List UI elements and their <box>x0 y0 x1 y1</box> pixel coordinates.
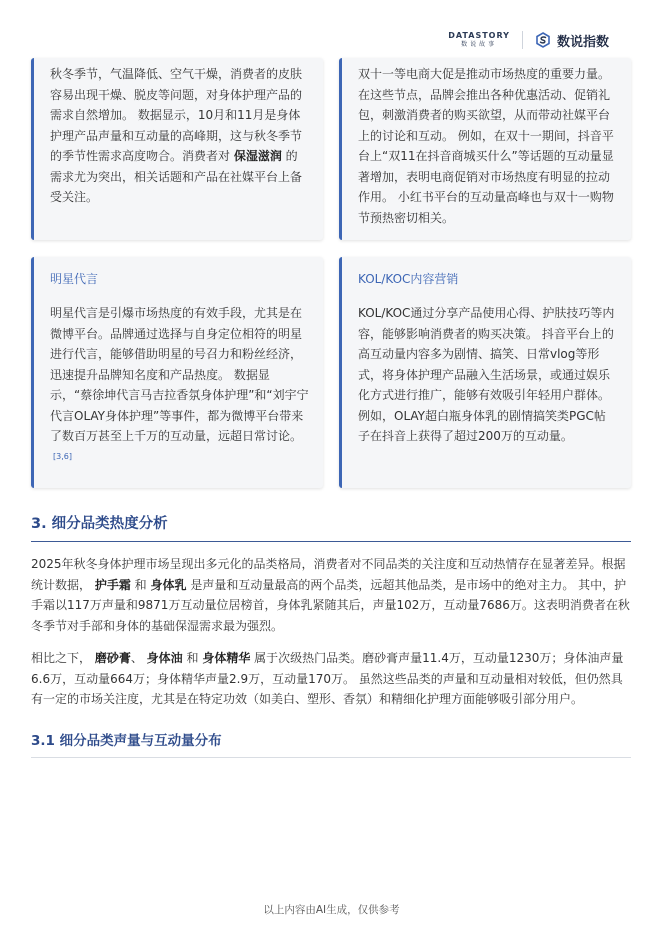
footer-disclaimer: 以上内容由AI生成，仅供参考 <box>263 904 400 916</box>
page-header <box>448 28 609 52</box>
datastory-wordmark: DATASTORY <box>448 31 510 40</box>
card-body: 双十一等电商大促是推动市场热度的重要力量。在这些节点，品牌会推出各种优惠活动、促销礼包，刺激消费者的购买欲望，从而带动社媒平台上的讨论和互动。 例如，在双十一期间，抖音平台上“双11在抖音商城买什么”等话题的互动量显著增加，表明电商促销对市场热度有明显的拉动作用。 小红书平台的互动量高峰也与双十一购物节预热密切相关。 <box>358 67 614 225</box>
card-seasonal-demand <box>31 58 323 240</box>
card-body: KOL/KOC通过分享产品使用心得、护肤技巧等内容，能够影响消费者的购买决策。 抖音平台上的高互动量内容多为剧情、搞笑、日常vlog等形式，将身体护理产品融入生活场景，或通过娱乐化方式进行推广，能够有效吸引年轻用户群体。例如，OLAY超白瓶身体乳的剧情搞笑类PGC帖子在抖音上获得了超过200万的互动量。 <box>358 306 615 443</box>
card-kol-koc-marketing <box>339 257 631 488</box>
body-paragraph: 相比之下， 磨砂膏、 身体油 和 身体精华 属于次级热门品类。磨砂膏声量11.4万，互动量1230万；身体油声量6.6万，互动量664万；身体精华声量2.9万，互动量170万。 虽然这些品类的声量和互动量相对较低，但仍然具有一定的市场关注度，尤其是在特定功效（如美白、塑形、香氛）和精细化护理方面能够吸引部分用户。 <box>31 651 624 706</box>
card-ecommerce-promo <box>339 58 631 240</box>
product-title: 数说指数 <box>556 34 609 50</box>
card-celebrity-endorsement <box>31 257 323 488</box>
card-body: 秋冬季节，气温降低、空气干燥，消费者的皮肤容易出现干燥、脱皮等问题，对身体护理产品的需求自然增加。 数据显示，10月和11月是身体护理产品声量和互动量的高峰期，这与秋冬季节的季节性需求高度吻合。消费者对 保湿滋润 的需求尤为突出，相关话题和产品在社媒平台上备受关注。 <box>50 67 303 204</box>
card-title: KOL/KOC内容营销 <box>358 272 459 286</box>
header-divider <box>522 31 523 49</box>
highlight-term: 护手霜 <box>94 577 131 592</box>
datastory-subtitle: 数说故事 <box>461 41 498 48</box>
highlight-term: 身体油 <box>146 651 183 665</box>
highlight-term: 身体乳 <box>150 577 187 592</box>
shushuo-logo-icon <box>535 32 551 48</box>
highlight-term: 保湿滋润 <box>233 149 282 163</box>
card-title: 明星代言 <box>50 272 99 286</box>
subsection-heading: 3.1 细分品类声量与互动量分布 <box>31 729 631 758</box>
highlight-term: 磨砂膏 <box>94 651 131 665</box>
citation-link[interactable]: [3,6] <box>53 451 72 461</box>
card-body: 明星代言是引爆市场热度的有效手段，尤其是在微博平台。品牌通过选择与自身定位相符的明星进行代言，能够借助明星的号召力和粉丝经济，迅速提升品牌知名度和产品热度。 数据显示，“蔡徐坤代言马吉拉香氛身体护理”和“刘宇宁代言OLAY身体护理”等事件，都为微博平台带来了数百万甚至上千万的互动量，远超日常讨论。[3,6] <box>50 306 309 461</box>
datastory-logo <box>448 31 510 49</box>
highlight-term: 身体精华 <box>202 651 251 665</box>
body-paragraph: 2025年秋冬身体护理市场呈现出多元化的品类格局，消费者对不同品类的关注度和互动热情存在显著差异。根据统计数据， 护手霜 和 身体乳 是声量和互动量最高的两个品类，远超其他品类，是市场中的绝对主力。 其中，护手霜以117万声量和9871万互动量位居榜首，身体乳紧随其后，声量102万，互动量7686万。这表明消费者在秋冬季节对手部和身体的基础保湿需求最为强烈。 <box>31 557 630 633</box>
section-heading: 3. 细分品类热度分析 <box>31 512 631 542</box>
